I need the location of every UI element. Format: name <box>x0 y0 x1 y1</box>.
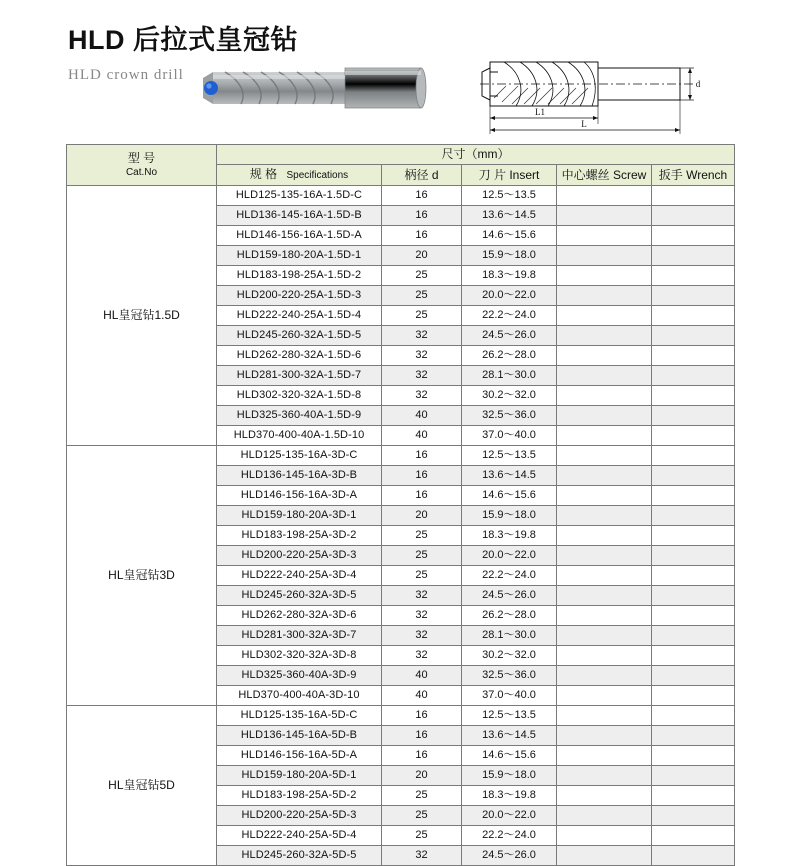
cell-shank: 25 <box>382 546 462 566</box>
cell-screw <box>557 726 652 746</box>
cell-wrench <box>652 186 735 206</box>
cell-model: HLD136-145-16A-1.5D-B <box>217 206 382 226</box>
cell-insert: 12.5～13.5 <box>462 706 557 726</box>
table-header <box>67 145 735 186</box>
cell-wrench <box>652 506 735 526</box>
cell-screw <box>557 646 652 666</box>
cell-shank: 32 <box>382 586 462 606</box>
cell-wrench <box>652 746 735 766</box>
cell-shank: 32 <box>382 846 462 866</box>
cell-shank: 20 <box>382 766 462 786</box>
cell-screw <box>557 586 652 606</box>
page-title: HLD 后拉式皇冠钻 <box>68 25 298 55</box>
cell-wrench <box>652 586 735 606</box>
cell-model: HLD200-220-25A-1.5D-3 <box>217 286 382 306</box>
cell-shank: 16 <box>382 226 462 246</box>
cell-shank: 25 <box>382 826 462 846</box>
cell-wrench <box>652 346 735 366</box>
header-size-group: 尺寸（mm） <box>217 145 735 165</box>
cell-insert: 37.0～40.0 <box>462 686 557 706</box>
cell-model: HLD222-240-25A-3D-4 <box>217 566 382 586</box>
cell-wrench <box>652 226 735 246</box>
cell-shank: 25 <box>382 566 462 586</box>
cell-model: HLD245-260-32A-3D-5 <box>217 586 382 606</box>
specification-table <box>66 144 735 866</box>
cell-wrench <box>652 386 735 406</box>
cell-wrench <box>652 766 735 786</box>
table-row <box>67 186 735 206</box>
cell-screw <box>557 306 652 326</box>
cell-wrench <box>652 286 735 306</box>
cell-insert: 22.2～24.0 <box>462 566 557 586</box>
cell-insert: 28.1～30.0 <box>462 626 557 646</box>
cell-insert: 20.0～22.0 <box>462 806 557 826</box>
cell-wrench <box>652 846 735 866</box>
cell-model: HLD370-400-40A-3D-10 <box>217 686 382 706</box>
cell-wrench <box>652 266 735 286</box>
cell-model: HLD159-180-20A-5D-1 <box>217 766 382 786</box>
cell-shank: 32 <box>382 606 462 626</box>
cell-insert: 26.2～28.0 <box>462 346 557 366</box>
cell-shank: 16 <box>382 206 462 226</box>
cell-insert: 20.0～22.0 <box>462 286 557 306</box>
table-body <box>67 186 735 866</box>
cell-shank: 20 <box>382 506 462 526</box>
technical-drawing <box>480 46 705 138</box>
cell-model: HLD159-180-20A-1.5D-1 <box>217 246 382 266</box>
cell-model: HLD136-145-16A-3D-B <box>217 466 382 486</box>
cell-shank: 25 <box>382 286 462 306</box>
cell-shank: 16 <box>382 706 462 726</box>
header-catno-en: Cat.No <box>125 167 158 178</box>
cell-insert: 13.6～14.5 <box>462 206 557 226</box>
cell-shank: 16 <box>382 446 462 466</box>
cell-screw <box>557 266 652 286</box>
header-catno-cn: 型 号 <box>127 151 156 165</box>
header-specifications <box>217 165 382 186</box>
table-row <box>67 706 735 726</box>
cell-shank: 25 <box>382 786 462 806</box>
cell-screw <box>557 506 652 526</box>
cell-insert: 13.6～14.5 <box>462 726 557 746</box>
cell-screw <box>557 386 652 406</box>
header-shank: 柄径 d <box>382 165 462 186</box>
cell-model: HLD325-360-40A-3D-9 <box>217 666 382 686</box>
cell-wrench <box>652 566 735 586</box>
cell-insert: 18.3～19.8 <box>462 526 557 546</box>
cell-screw <box>557 766 652 786</box>
cell-screw <box>557 406 652 426</box>
cell-screw <box>557 486 652 506</box>
cell-model: HLD136-145-16A-5D-B <box>217 726 382 746</box>
cell-shank: 32 <box>382 326 462 346</box>
cell-shank: 32 <box>382 346 462 366</box>
cell-model: HLD183-198-25A-5D-2 <box>217 786 382 806</box>
cell-insert: 24.5～26.0 <box>462 326 557 346</box>
group-label-cell: HL皇冠钻1.5D <box>67 186 217 446</box>
cell-model: HLD245-260-32A-1.5D-5 <box>217 326 382 346</box>
cell-model: HLD222-240-25A-1.5D-4 <box>217 306 382 326</box>
cell-wrench <box>652 406 735 426</box>
cell-insert: 15.9～18.0 <box>462 246 557 266</box>
cell-wrench <box>652 446 735 466</box>
cell-screw <box>557 366 652 386</box>
cell-insert: 22.2～24.0 <box>462 306 557 326</box>
cell-wrench <box>652 426 735 446</box>
cell-screw <box>557 466 652 486</box>
cell-screw <box>557 606 652 626</box>
cell-screw <box>557 846 652 866</box>
cell-wrench <box>652 666 735 686</box>
cell-model: HLD125-135-16A-5D-C <box>217 706 382 726</box>
header-spec-en: Specifications <box>286 170 349 181</box>
cell-model: HLD146-156-16A-5D-A <box>217 746 382 766</box>
cell-wrench <box>652 486 735 506</box>
cell-model: HLD302-320-32A-3D-8 <box>217 646 382 666</box>
cell-model: HLD302-320-32A-1.5D-8 <box>217 386 382 406</box>
cell-insert: 13.6～14.5 <box>462 466 557 486</box>
cell-screw <box>557 286 652 306</box>
dim-label-l1: L1 <box>535 107 545 117</box>
cell-model: HLD200-220-25A-5D-3 <box>217 806 382 826</box>
cell-insert: 30.2～32.0 <box>462 386 557 406</box>
cell-model: HLD183-198-25A-1.5D-2 <box>217 266 382 286</box>
cell-shank: 25 <box>382 526 462 546</box>
cell-screw <box>557 326 652 346</box>
cell-insert: 22.2～24.0 <box>462 826 557 846</box>
cell-insert: 14.6～15.6 <box>462 486 557 506</box>
cell-screw <box>557 746 652 766</box>
page-subtitle: HLD crown drill <box>68 67 184 83</box>
cell-model: HLD281-300-32A-3D-7 <box>217 626 382 646</box>
cell-insert: 24.5～26.0 <box>462 586 557 606</box>
header-wrench: 扳手 Wrench <box>652 165 735 186</box>
cell-insert: 12.5～13.5 <box>462 186 557 206</box>
cell-shank: 40 <box>382 406 462 426</box>
cell-model: HLD125-135-16A-3D-C <box>217 446 382 466</box>
cell-insert: 18.3～19.8 <box>462 786 557 806</box>
cell-model: HLD183-198-25A-3D-2 <box>217 526 382 546</box>
cell-shank: 32 <box>382 366 462 386</box>
cell-insert: 24.5～26.0 <box>462 846 557 866</box>
cell-insert: 32.5～36.0 <box>462 406 557 426</box>
cell-shank: 16 <box>382 746 462 766</box>
cell-wrench <box>652 626 735 646</box>
cell-wrench <box>652 826 735 846</box>
table-row <box>67 446 735 466</box>
cell-wrench <box>652 466 735 486</box>
cell-insert: 32.5～36.0 <box>462 666 557 686</box>
cell-model: HLD370-400-40A-1.5D-10 <box>217 426 382 446</box>
cell-model: HLD200-220-25A-3D-3 <box>217 546 382 566</box>
cell-shank: 25 <box>382 266 462 286</box>
cell-wrench <box>652 546 735 566</box>
cell-model: HLD146-156-16A-3D-A <box>217 486 382 506</box>
cell-screw <box>557 246 652 266</box>
cell-shank: 40 <box>382 686 462 706</box>
cell-shank: 16 <box>382 726 462 746</box>
cell-insert: 30.2～32.0 <box>462 646 557 666</box>
cell-screw <box>557 826 652 846</box>
cell-wrench <box>652 606 735 626</box>
cell-screw <box>557 526 652 546</box>
cell-shank: 40 <box>382 666 462 686</box>
cell-screw <box>557 446 652 466</box>
cell-shank: 16 <box>382 486 462 506</box>
cell-screw <box>557 346 652 366</box>
header-insert: 刀 片 Insert <box>462 165 557 186</box>
cell-screw <box>557 686 652 706</box>
cell-shank: 20 <box>382 246 462 266</box>
cell-shank: 16 <box>382 186 462 206</box>
cell-wrench <box>652 806 735 826</box>
cell-insert: 20.0～22.0 <box>462 546 557 566</box>
cell-insert: 15.9～18.0 <box>462 766 557 786</box>
cell-model: HLD159-180-20A-3D-1 <box>217 506 382 526</box>
cell-insert: 26.2～28.0 <box>462 606 557 626</box>
cell-screw <box>557 226 652 246</box>
cell-wrench <box>652 786 735 806</box>
cell-screw <box>557 786 652 806</box>
cell-model: HLD262-280-32A-1.5D-6 <box>217 346 382 366</box>
cell-model: HLD262-280-32A-3D-6 <box>217 606 382 626</box>
cell-wrench <box>652 646 735 666</box>
cell-shank: 25 <box>382 806 462 826</box>
cell-screw <box>557 206 652 226</box>
cell-screw <box>557 566 652 586</box>
cell-wrench <box>652 686 735 706</box>
header-catno <box>67 145 217 186</box>
cell-model: HLD245-260-32A-5D-5 <box>217 846 382 866</box>
cell-insert: 14.6～15.6 <box>462 746 557 766</box>
cell-screw <box>557 626 652 646</box>
cell-insert: 14.6～15.6 <box>462 226 557 246</box>
cell-model: HLD325-360-40A-1.5D-9 <box>217 406 382 426</box>
dim-label-l: L <box>581 119 587 129</box>
group-label-cell: HL皇冠钻5D <box>67 706 217 866</box>
cell-screw <box>557 666 652 686</box>
cell-shank: 40 <box>382 426 462 446</box>
cell-screw <box>557 426 652 446</box>
cell-wrench <box>652 726 735 746</box>
cell-insert: 15.9～18.0 <box>462 506 557 526</box>
product-photo <box>195 58 435 120</box>
cell-screw <box>557 706 652 726</box>
cell-model: HLD222-240-25A-5D-4 <box>217 826 382 846</box>
cell-screw <box>557 546 652 566</box>
cell-shank: 32 <box>382 646 462 666</box>
cell-wrench <box>652 706 735 726</box>
cell-wrench <box>652 526 735 546</box>
cell-model: HLD125-135-16A-1.5D-C <box>217 186 382 206</box>
cell-shank: 32 <box>382 386 462 406</box>
cell-insert: 28.1～30.0 <box>462 366 557 386</box>
cell-wrench <box>652 366 735 386</box>
header-screw: 中心螺丝 Screw <box>557 165 652 186</box>
cell-wrench <box>652 326 735 346</box>
cell-wrench <box>652 206 735 226</box>
page-header <box>0 0 800 142</box>
dim-label-d: d <box>695 79 701 89</box>
cell-screw <box>557 186 652 206</box>
group-label-cell: HL皇冠钻3D <box>67 446 217 706</box>
cell-shank: 16 <box>382 466 462 486</box>
cell-wrench <box>652 246 735 266</box>
cell-shank: 32 <box>382 626 462 646</box>
cell-insert: 18.3～19.8 <box>462 266 557 286</box>
cell-screw <box>557 806 652 826</box>
cell-insert: 37.0～40.0 <box>462 426 557 446</box>
cell-model: HLD281-300-32A-1.5D-7 <box>217 366 382 386</box>
header-spec-cn: 规 格 <box>249 167 278 181</box>
cell-insert: 12.5～13.5 <box>462 446 557 466</box>
cell-wrench <box>652 306 735 326</box>
cell-shank: 25 <box>382 306 462 326</box>
cell-model: HLD146-156-16A-1.5D-A <box>217 226 382 246</box>
